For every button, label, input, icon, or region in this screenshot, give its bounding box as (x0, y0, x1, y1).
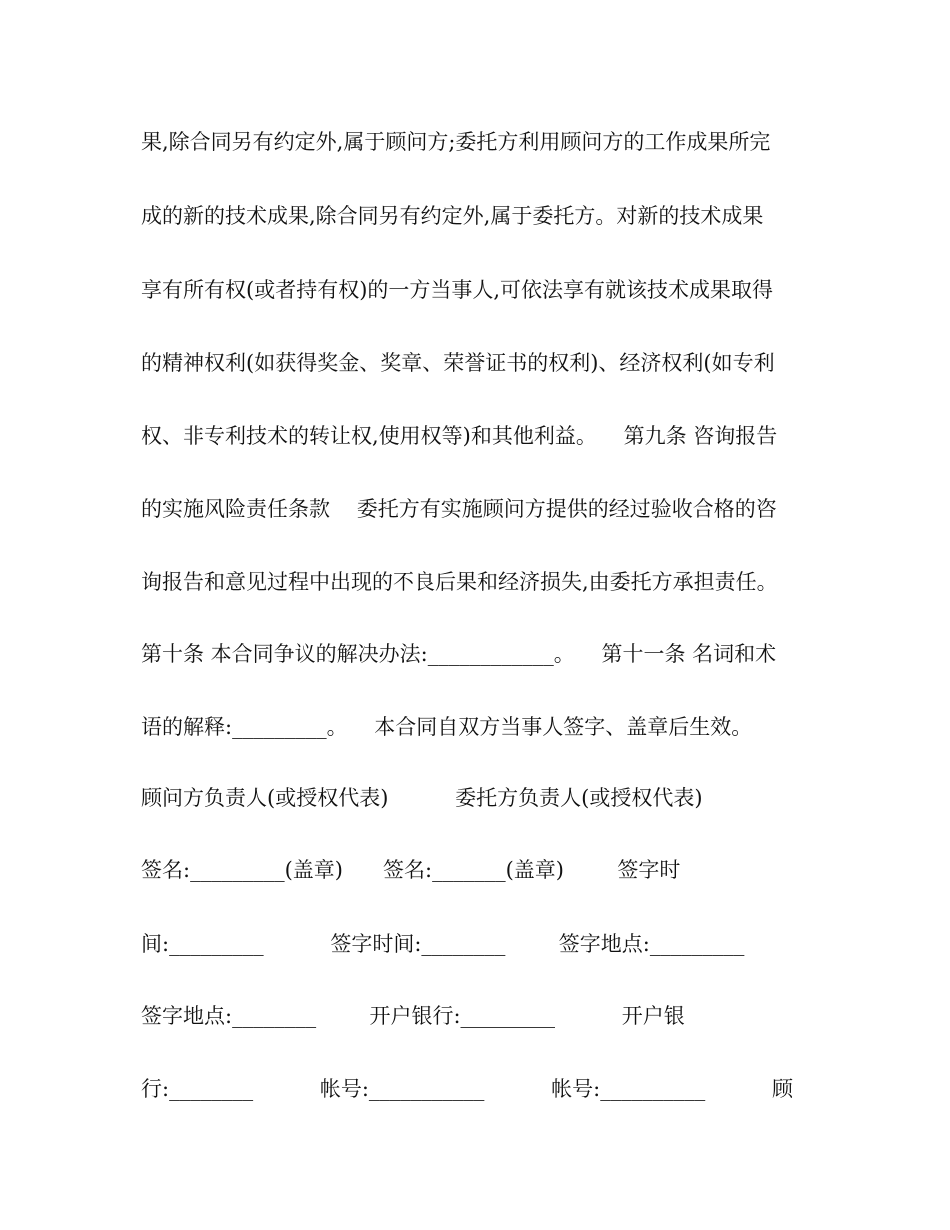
text-line: 的实施风险责任条款 委托方有实施顾问方提供的经过验收合格的咨 (141, 497, 777, 521)
text-line: 第十条 本合同争议的解决办法:____________。 第十一条 名词和术 (141, 642, 777, 666)
bank-line: 签字地点:________ 开户银行:_________ 开户银 (141, 1004, 685, 1028)
text-line: 语的解释:_________。 本合同自双方当事人签字、盖章后生效。 (141, 715, 753, 739)
text-line: 成的新的技术成果,除合同另有约定外,属于委托方。对新的技术成果 (141, 204, 764, 228)
text-line: 果,除合同另有约定外,属于顾问方;委托方利用顾问方的工作成果所完 (141, 130, 771, 154)
text-line: 享有所有权(或者持有权)的一方当事人,可依法享有就该技术成果取得 (141, 278, 774, 302)
text-line: 权、非专利技术的转让权,使用权等)和其他利益。 第九条 咨询报告 (141, 424, 778, 448)
text-line: 询报告和意见过程中出现的不良后果和经济损失,由委托方承担责任。 (141, 570, 778, 594)
signature-line: 间:_________ 签字时间:________ 签字地点:_________ (141, 932, 745, 956)
signature-heading-line: 顾问方负责人(或授权代表) 委托方负责人(或授权代表) (141, 786, 703, 810)
account-line: 行:________ 帐号:___________ 帐号:__________ 顾 (141, 1077, 793, 1101)
text-line: 的精神权利(如获得奖金、奖章、荣誉证书的权利)、经济权利(如专利 (141, 351, 775, 375)
signature-line: 签名:_________(盖章) 签名:_______(盖章) 签字时 (141, 858, 681, 882)
